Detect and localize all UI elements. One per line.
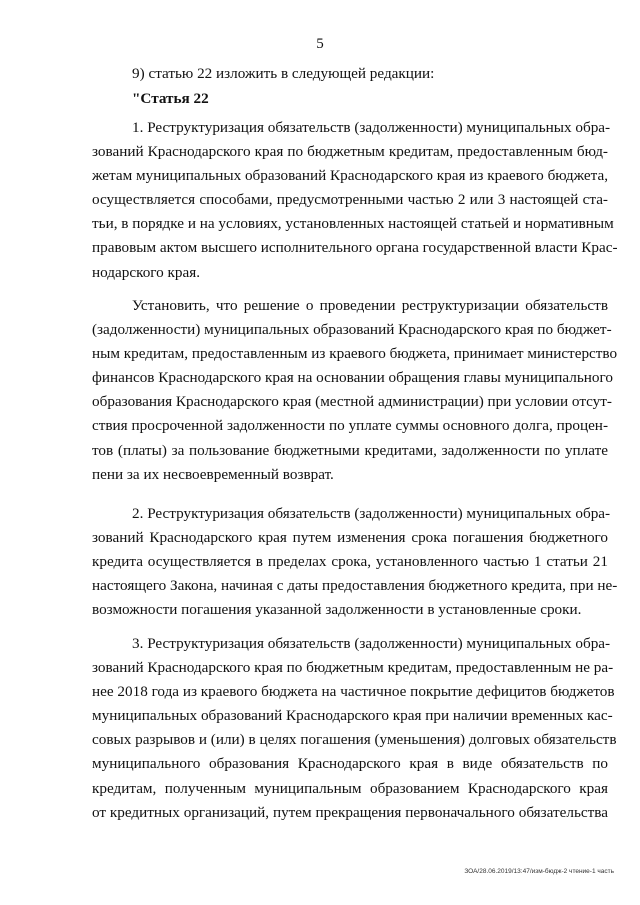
article-heading-block <box>92 87 608 111</box>
paragraph-line: правовым актом высшего исполнительного органа государственной власти Крас- <box>92 239 618 257</box>
paragraph-line: ствия просроченной задолженности по уплате суммы основного долга, процен- <box>92 417 608 435</box>
paragraph-line: тьи, в порядке и на условиях, установленных настоящей статьей и нормативным <box>92 215 614 233</box>
article-heading: "Статья 22 <box>132 90 209 107</box>
paragraph-line: осуществляется способами, предусмотренными частью 2 или 3 настоящей ста- <box>92 191 608 209</box>
paragraph-line: нодарского края. <box>92 263 201 281</box>
paragraph-line: финансов Краснодарского края на основании обращения главы муниципального <box>92 369 613 387</box>
paragraph-1 <box>92 116 618 285</box>
paragraph-2 <box>92 294 618 487</box>
paragraph-line: зований Краснодарского края путем изменения срока погашения бюджетного <box>92 529 608 547</box>
paragraph-line: совых разрывов и (или) в целях погашения (уменьшения) долговых обязательств <box>92 731 617 749</box>
paragraph-line: жетам муниципальных образований Краснодарского края из краевого бюджета, <box>92 167 608 185</box>
paragraph-4 <box>92 632 617 825</box>
paragraph-line: тов (платы) за пользование бюджетными кредитами, задолженности по уплате <box>92 441 608 459</box>
intro-block <box>92 62 608 86</box>
paragraph-line: образования Краснодарского края (местной администрации) при условии отсут- <box>92 393 612 411</box>
paragraph-line: 1. Реструктуризация обязательств (задолженности) муниципальных обра- <box>132 119 611 136</box>
paragraph-line: нее 2018 года из краевого бюджета на частичное покрытие дефицитов бюджетов <box>92 683 615 701</box>
paragraph-line: Установить, что решение о проведении реструктуризации обязательств <box>132 297 608 314</box>
paragraph-line: зований Краснодарского края по бюджетным кредитам, предоставленным бюд- <box>92 143 608 161</box>
intro-line: 9) статью 22 изложить в следующей редакции: <box>132 65 435 82</box>
paragraph-line: пени за их несвоевременный возврат. <box>92 465 334 483</box>
paragraph-line: от кредитных организаций, путем прекращения первоначального обязательства <box>92 803 608 821</box>
paragraph-line: муниципального образования Краснодарского края в виде обязательств по <box>92 755 608 773</box>
paragraph-line: 2. Реструктуризация обязательств (задолженности) муниципальных обра- <box>132 505 611 522</box>
paragraph-line: кредитам, полученным муниципальным образованием Краснодарского края <box>92 779 608 797</box>
page-number: 5 <box>316 36 324 52</box>
paragraph-3 <box>92 502 618 622</box>
paragraph-line: (задолженности) муниципальных образований Краснодарского края по бюджет- <box>92 321 612 339</box>
paragraph-line: настоящего Закона, начиная с даты предоставления бюджетного кредита, при не- <box>92 577 618 595</box>
paragraph-line: кредита осуществляется в пределах срока, установленного частью 1 статьи 21 <box>92 553 608 571</box>
paragraph-line: 3. Реструктуризация обязательств (задолженности) муниципальных обра- <box>132 635 611 652</box>
paragraph-line: муниципальных образований Краснодарского края при наличии временных кас- <box>92 707 613 725</box>
paragraph-line: возможности погашения указанной задолженности в установленные сроки. <box>92 601 582 619</box>
paragraph-line: зований Краснодарского края по бюджетным кредитам, предоставленным не ра- <box>92 659 614 677</box>
footer-file-reference: ЗОА/28.06.2019/13:47/изм-бюдж-2 чтение-1 часть <box>464 868 614 875</box>
paragraph-line: ным кредитам, предоставленным из краевого бюджета, принимает министерство <box>92 345 618 363</box>
